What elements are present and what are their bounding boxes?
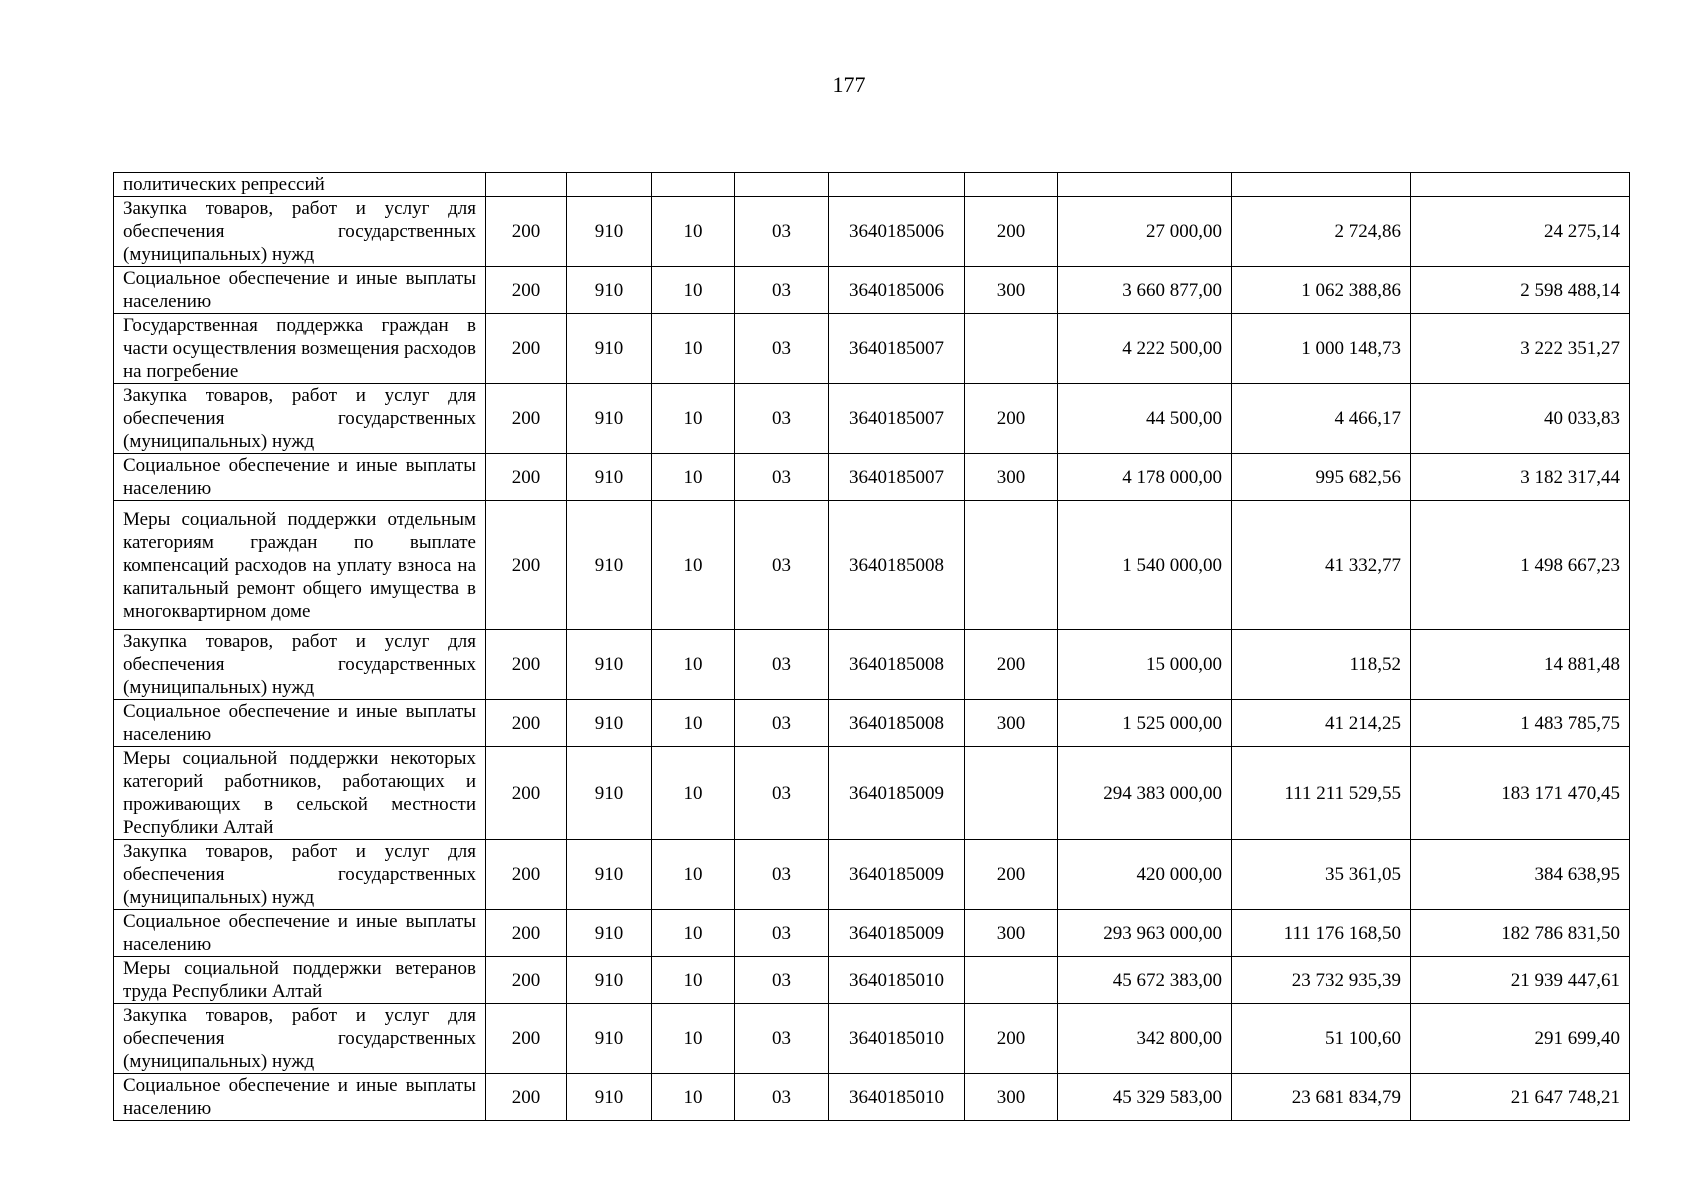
cell-section — [652, 173, 735, 197]
cell-subsection: 03 — [735, 267, 829, 314]
cell-target-article: 3640185010 — [829, 957, 965, 1004]
cell-amount-remaining: 183 171 470,45 — [1411, 747, 1630, 840]
cell-expense-type: 300 — [965, 700, 1058, 747]
cell-amount-executed: 23 732 935,39 — [1232, 957, 1411, 1004]
cell-amount-planned: 4 222 500,00 — [1058, 314, 1232, 384]
cell-description: политических репрессий — [114, 173, 486, 197]
cell-description: Меры социальной поддержки некоторых категорий работников, работающих и проживающих в сельской местности Республики Алтай — [114, 747, 486, 840]
cell-description: Государственная поддержка граждан в части осуществления возмещения расходов на погребение — [114, 314, 486, 384]
cell-section: 10 — [652, 630, 735, 700]
cell-amount-planned: 3 660 877,00 — [1058, 267, 1232, 314]
cell-section: 10 — [652, 267, 735, 314]
cell-target-article: 3640185008 — [829, 630, 965, 700]
cell-target-article: 3640185007 — [829, 454, 965, 501]
cell-code-1: 200 — [486, 700, 567, 747]
cell-description: Меры социальной поддержки отдельным категориям граждан по выплате компенсаций расходов на уплату взноса на капитальный ремонт общего имущества в многоквартирном доме — [114, 501, 486, 630]
cell-target-article: 3640185010 — [829, 1074, 965, 1121]
cell-amount-remaining: 3 222 351,27 — [1411, 314, 1630, 384]
cell-code-1: 200 — [486, 1074, 567, 1121]
table-row — [114, 197, 1630, 267]
cell-code-1: 200 — [486, 1004, 567, 1074]
cell-target-article: 3640185008 — [829, 700, 965, 747]
table-row — [114, 840, 1630, 910]
cell-code-1: 200 — [486, 630, 567, 700]
cell-amount-remaining: 182 786 831,50 — [1411, 910, 1630, 957]
cell-description: Закупка товаров, работ и услуг для обеспечения государственных (муниципальных) нужд — [114, 197, 486, 267]
cell-section: 10 — [652, 957, 735, 1004]
cell-amount-remaining: 21 647 748,21 — [1411, 1074, 1630, 1121]
cell-description: Закупка товаров, работ и услуг для обеспечения государственных (муниципальных) нужд — [114, 630, 486, 700]
cell-subsection: 03 — [735, 197, 829, 267]
cell-ministry-code: 910 — [567, 454, 652, 501]
table-row — [114, 314, 1630, 384]
cell-ministry-code: 910 — [567, 384, 652, 454]
cell-subsection: 03 — [735, 454, 829, 501]
cell-ministry-code: 910 — [567, 910, 652, 957]
table-row — [114, 1074, 1630, 1121]
cell-amount-executed: 2 724,86 — [1232, 197, 1411, 267]
cell-target-article: 3640185010 — [829, 1004, 965, 1074]
cell-ministry-code: 910 — [567, 1004, 652, 1074]
cell-amount-planned: 45 329 583,00 — [1058, 1074, 1232, 1121]
cell-code-1: 200 — [486, 197, 567, 267]
cell-section: 10 — [652, 1074, 735, 1121]
cell-expense-type — [965, 173, 1058, 197]
cell-amount-remaining: 21 939 447,61 — [1411, 957, 1630, 1004]
cell-expense-type — [965, 501, 1058, 630]
cell-description: Социальное обеспечение и иные выплаты населению — [114, 910, 486, 957]
cell-amount-remaining: 1 483 785,75 — [1411, 700, 1630, 747]
cell-subsection: 03 — [735, 700, 829, 747]
cell-subsection: 03 — [735, 747, 829, 840]
cell-amount-remaining: 291 699,40 — [1411, 1004, 1630, 1074]
cell-target-article — [829, 173, 965, 197]
cell-amount-planned: 1 525 000,00 — [1058, 700, 1232, 747]
cell-expense-type: 200 — [965, 197, 1058, 267]
cell-amount-remaining: 384 638,95 — [1411, 840, 1630, 910]
table-row — [114, 267, 1630, 314]
cell-ministry-code: 910 — [567, 957, 652, 1004]
cell-ministry-code: 910 — [567, 314, 652, 384]
cell-description: Закупка товаров, работ и услуг для обеспечения государственных (муниципальных) нужд — [114, 840, 486, 910]
cell-section: 10 — [652, 1004, 735, 1074]
cell-amount-remaining: 3 182 317,44 — [1411, 454, 1630, 501]
cell-ministry-code: 910 — [567, 197, 652, 267]
cell-amount-executed: 118,52 — [1232, 630, 1411, 700]
cell-code-1: 200 — [486, 384, 567, 454]
table-body — [114, 173, 1630, 1121]
table-row — [114, 747, 1630, 840]
cell-description: Социальное обеспечение и иные выплаты населению — [114, 1074, 486, 1121]
table-row — [114, 454, 1630, 501]
cell-expense-type — [965, 957, 1058, 1004]
cell-description: Меры социальной поддержки ветеранов труда Республики Алтай — [114, 957, 486, 1004]
cell-ministry-code: 910 — [567, 700, 652, 747]
cell-code-1: 200 — [486, 501, 567, 630]
cell-subsection: 03 — [735, 1074, 829, 1121]
cell-amount-planned: 420 000,00 — [1058, 840, 1232, 910]
table-row — [114, 630, 1630, 700]
cell-expense-type: 300 — [965, 1074, 1058, 1121]
cell-section: 10 — [652, 314, 735, 384]
cell-description: Закупка товаров, работ и услуг для обеспечения государственных (муниципальных) нужд — [114, 1004, 486, 1074]
cell-section: 10 — [652, 700, 735, 747]
cell-expense-type: 300 — [965, 267, 1058, 314]
cell-description: Социальное обеспечение и иные выплаты населению — [114, 454, 486, 501]
cell-ministry-code: 910 — [567, 747, 652, 840]
cell-amount-planned: 294 383 000,00 — [1058, 747, 1232, 840]
cell-subsection: 03 — [735, 1004, 829, 1074]
cell-subsection: 03 — [735, 314, 829, 384]
cell-target-article: 3640185007 — [829, 384, 965, 454]
cell-expense-type — [965, 314, 1058, 384]
cell-amount-planned: 44 500,00 — [1058, 384, 1232, 454]
cell-description: Социальное обеспечение и иные выплаты населению — [114, 700, 486, 747]
budget-table — [113, 172, 1630, 1121]
table-row — [114, 957, 1630, 1004]
cell-amount-remaining: 1 498 667,23 — [1411, 501, 1630, 630]
cell-amount-executed: 23 681 834,79 — [1232, 1074, 1411, 1121]
cell-code-1: 200 — [486, 957, 567, 1004]
cell-subsection: 03 — [735, 501, 829, 630]
cell-section: 10 — [652, 910, 735, 957]
cell-amount-planned: 342 800,00 — [1058, 1004, 1232, 1074]
cell-ministry-code: 910 — [567, 501, 652, 630]
cell-section: 10 — [652, 501, 735, 630]
cell-ministry-code: 910 — [567, 840, 652, 910]
cell-target-article: 3640185008 — [829, 501, 965, 630]
cell-subsection: 03 — [735, 384, 829, 454]
cell-ministry-code — [567, 173, 652, 197]
table-row — [114, 384, 1630, 454]
cell-ministry-code: 910 — [567, 1074, 652, 1121]
cell-target-article: 3640185009 — [829, 747, 965, 840]
cell-amount-executed: 1 000 148,73 — [1232, 314, 1411, 384]
cell-section: 10 — [652, 384, 735, 454]
cell-amount-remaining: 24 275,14 — [1411, 197, 1630, 267]
cell-expense-type: 200 — [965, 384, 1058, 454]
cell-expense-type: 200 — [965, 840, 1058, 910]
table-row — [114, 1004, 1630, 1074]
cell-code-1: 200 — [486, 840, 567, 910]
cell-target-article: 3640185009 — [829, 840, 965, 910]
cell-amount-executed: 41 332,77 — [1232, 501, 1411, 630]
cell-code-1: 200 — [486, 747, 567, 840]
table-row — [114, 910, 1630, 957]
cell-ministry-code: 910 — [567, 630, 652, 700]
cell-code-1: 200 — [486, 910, 567, 957]
cell-amount-executed: 995 682,56 — [1232, 454, 1411, 501]
cell-subsection — [735, 173, 829, 197]
cell-description: Закупка товаров, работ и услуг для обеспечения государственных (муниципальных) нужд — [114, 384, 486, 454]
cell-amount-remaining: 2 598 488,14 — [1411, 267, 1630, 314]
cell-amount-executed: 51 100,60 — [1232, 1004, 1411, 1074]
cell-expense-type: 200 — [965, 630, 1058, 700]
cell-expense-type: 200 — [965, 1004, 1058, 1074]
cell-section: 10 — [652, 454, 735, 501]
cell-amount-executed: 35 361,05 — [1232, 840, 1411, 910]
cell-code-1: 200 — [486, 314, 567, 384]
table-row — [114, 173, 1630, 197]
page-number: 177 — [832, 72, 866, 97]
cell-expense-type — [965, 747, 1058, 840]
cell-amount-planned: 1 540 000,00 — [1058, 501, 1232, 630]
cell-subsection: 03 — [735, 630, 829, 700]
table-row — [114, 501, 1630, 630]
cell-subsection: 03 — [735, 910, 829, 957]
cell-amount-executed: 4 466,17 — [1232, 384, 1411, 454]
cell-amount-executed: 111 176 168,50 — [1232, 910, 1411, 957]
cell-target-article: 3640185006 — [829, 267, 965, 314]
cell-amount-executed — [1232, 173, 1411, 197]
cell-expense-type: 300 — [965, 454, 1058, 501]
cell-amount-remaining — [1411, 173, 1630, 197]
cell-subsection: 03 — [735, 957, 829, 1004]
cell-target-article: 3640185006 — [829, 197, 965, 267]
cell-amount-planned — [1058, 173, 1232, 197]
table-row — [114, 700, 1630, 747]
cell-target-article: 3640185009 — [829, 910, 965, 957]
cell-code-1: 200 — [486, 454, 567, 501]
cell-amount-executed: 41 214,25 — [1232, 700, 1411, 747]
cell-amount-remaining: 14 881,48 — [1411, 630, 1630, 700]
cell-section: 10 — [652, 747, 735, 840]
cell-amount-planned: 27 000,00 — [1058, 197, 1232, 267]
cell-code-1: 200 — [486, 267, 567, 314]
cell-code-1 — [486, 173, 567, 197]
cell-amount-remaining: 40 033,83 — [1411, 384, 1630, 454]
cell-amount-executed: 1 062 388,86 — [1232, 267, 1411, 314]
cell-subsection: 03 — [735, 840, 829, 910]
cell-target-article: 3640185007 — [829, 314, 965, 384]
cell-section: 10 — [652, 840, 735, 910]
cell-amount-planned: 45 672 383,00 — [1058, 957, 1232, 1004]
cell-amount-planned: 15 000,00 — [1058, 630, 1232, 700]
cell-amount-planned: 293 963 000,00 — [1058, 910, 1232, 957]
cell-ministry-code: 910 — [567, 267, 652, 314]
cell-section: 10 — [652, 197, 735, 267]
cell-amount-executed: 111 211 529,55 — [1232, 747, 1411, 840]
cell-expense-type: 300 — [965, 910, 1058, 957]
cell-description: Социальное обеспечение и иные выплаты населению — [114, 267, 486, 314]
cell-amount-planned: 4 178 000,00 — [1058, 454, 1232, 501]
